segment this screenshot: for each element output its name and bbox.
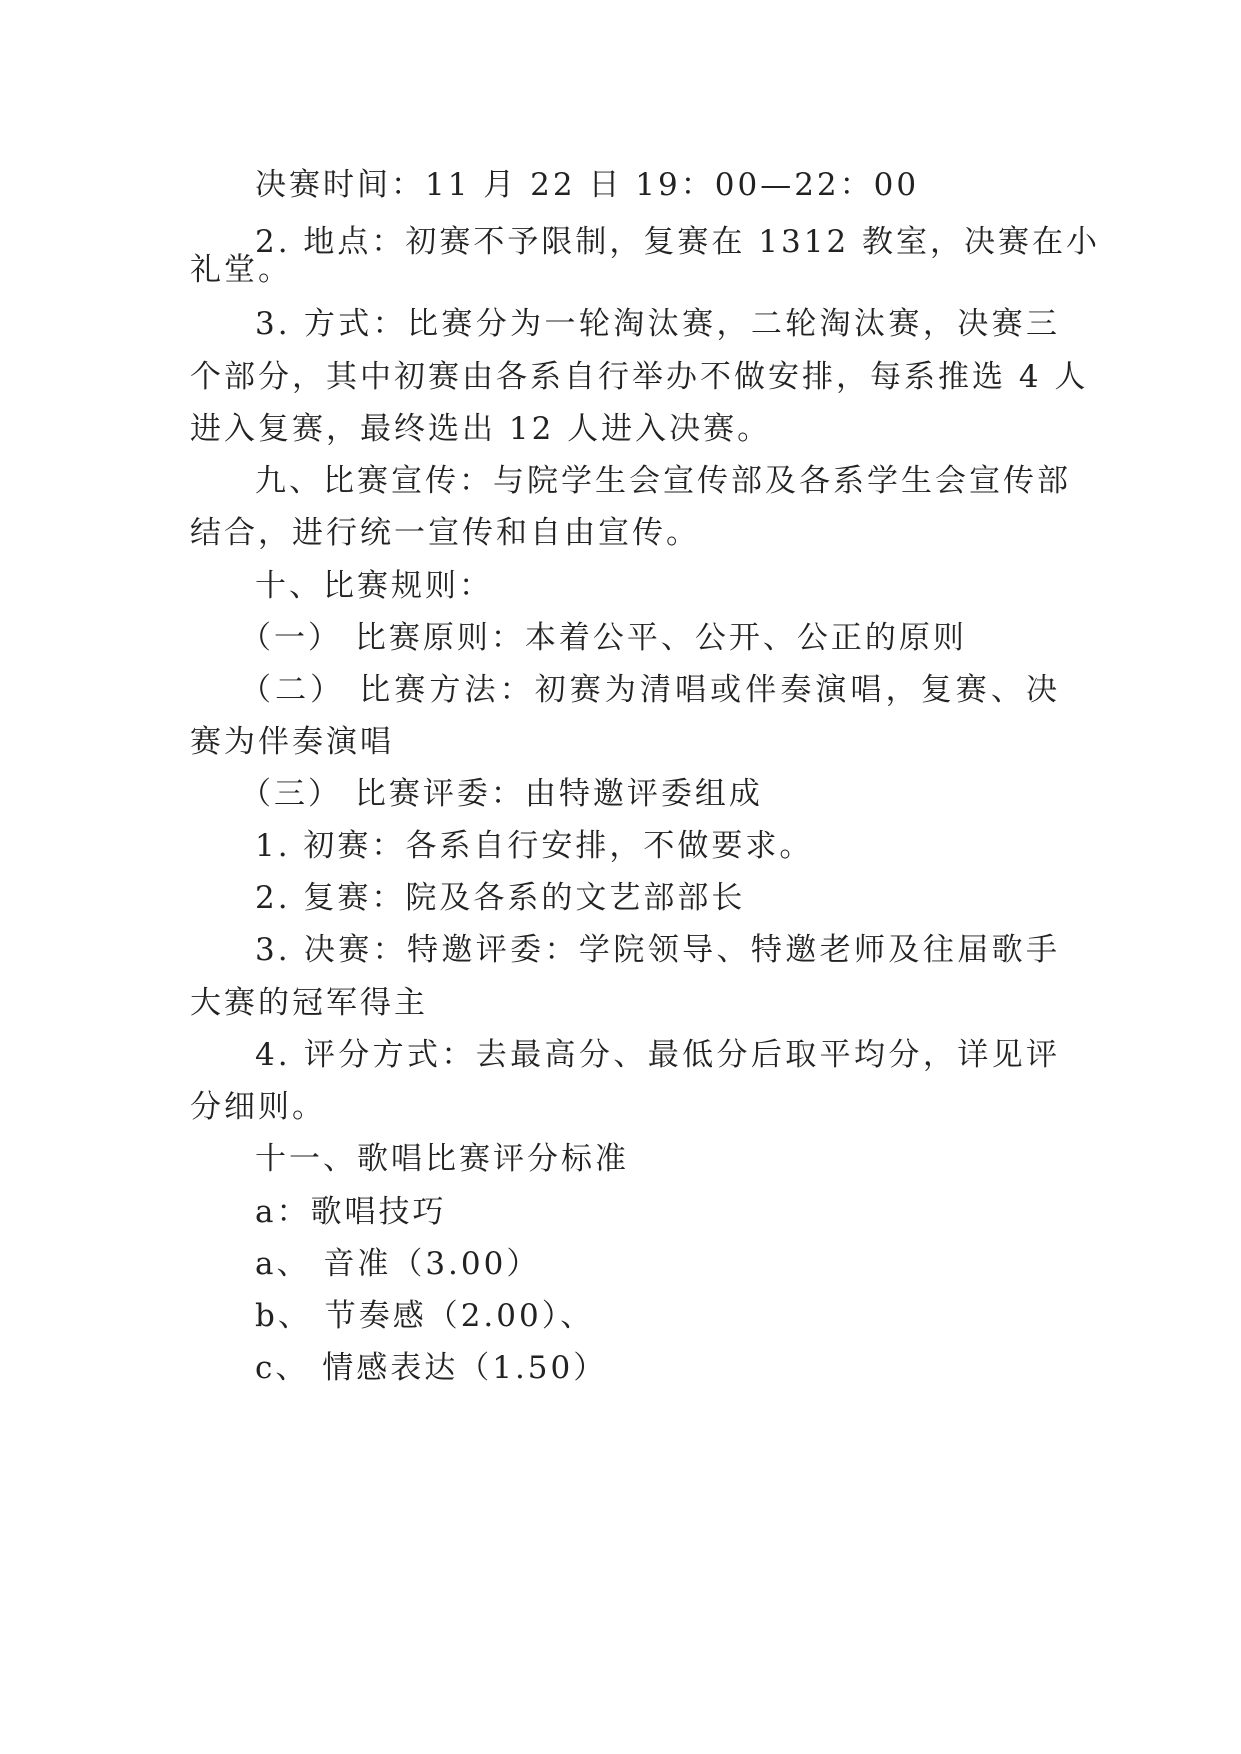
text-line-rhythm: b、 节奏感（2.00）、 [255, 1298, 595, 1334]
text-line-final-time: 决赛时间：11 月 22 日 19：00—22：00 [255, 167, 920, 203]
section-heading-scoring-criteria: 十一、歌唱比赛评分标准 [255, 1141, 629, 1177]
text-line-promotion: 九、比赛宣传：与院学生会宣传部及各系学生会宣传部 [255, 463, 1071, 499]
text-line-format-cont-1: 个部分，其中初赛由各系自行举办不做安排，每系推选 4 人 [190, 359, 1089, 395]
text-line-judges-final-cont: 大赛的冠军得主 [190, 985, 428, 1021]
text-line-judges-preliminary: 1. 初赛：各系自行安排，不做要求。 [255, 828, 814, 864]
text-line-judges-final: 3. 决赛：特邀评委：学院领导、特邀老师及往届歌手 [255, 932, 1060, 968]
text-line-singing-technique: a：歌唱技巧 [255, 1194, 447, 1230]
text-line-location-cont: 礼堂。 [190, 252, 292, 288]
text-line-promotion-cont: 结合，进行统一宣传和自由宣传。 [190, 515, 700, 551]
text-line-format: 3. 方式：比赛分为一轮淘汰赛，二轮淘汰赛，决赛三 [255, 306, 1060, 342]
text-line-judges: （三） 比赛评委：由特邀评委组成 [240, 776, 763, 812]
text-line-format-cont-2: 进入复赛，最终选出 12 人进入决赛。 [190, 411, 772, 447]
text-line-scoring-method-cont: 分细则。 [190, 1089, 326, 1125]
section-heading-rules: 十、比赛规则： [255, 568, 493, 604]
text-line-pitch: a、 音准（3.00） [255, 1246, 541, 1282]
text-line-principle: （一） 比赛原则：本着公平、公开、公正的原则 [240, 620, 967, 656]
text-line-emotion: c、 情感表达（1.50） [255, 1350, 608, 1386]
text-line-location: 2. 地点：初赛不予限制，复赛在 1312 教室，决赛在小 [255, 224, 1101, 260]
text-line-judges-semifinal: 2. 复赛：院及各系的文艺部部长 [255, 880, 746, 916]
text-line-method-cont: 赛为伴奏演唱 [190, 724, 394, 760]
text-line-scoring-method: 4. 评分方式：去最高分、最低分后取平均分，详见评 [255, 1037, 1060, 1073]
text-line-method: （二） 比赛方法：初赛为清唱或伴奏演唱，复赛、决 [240, 672, 1060, 708]
